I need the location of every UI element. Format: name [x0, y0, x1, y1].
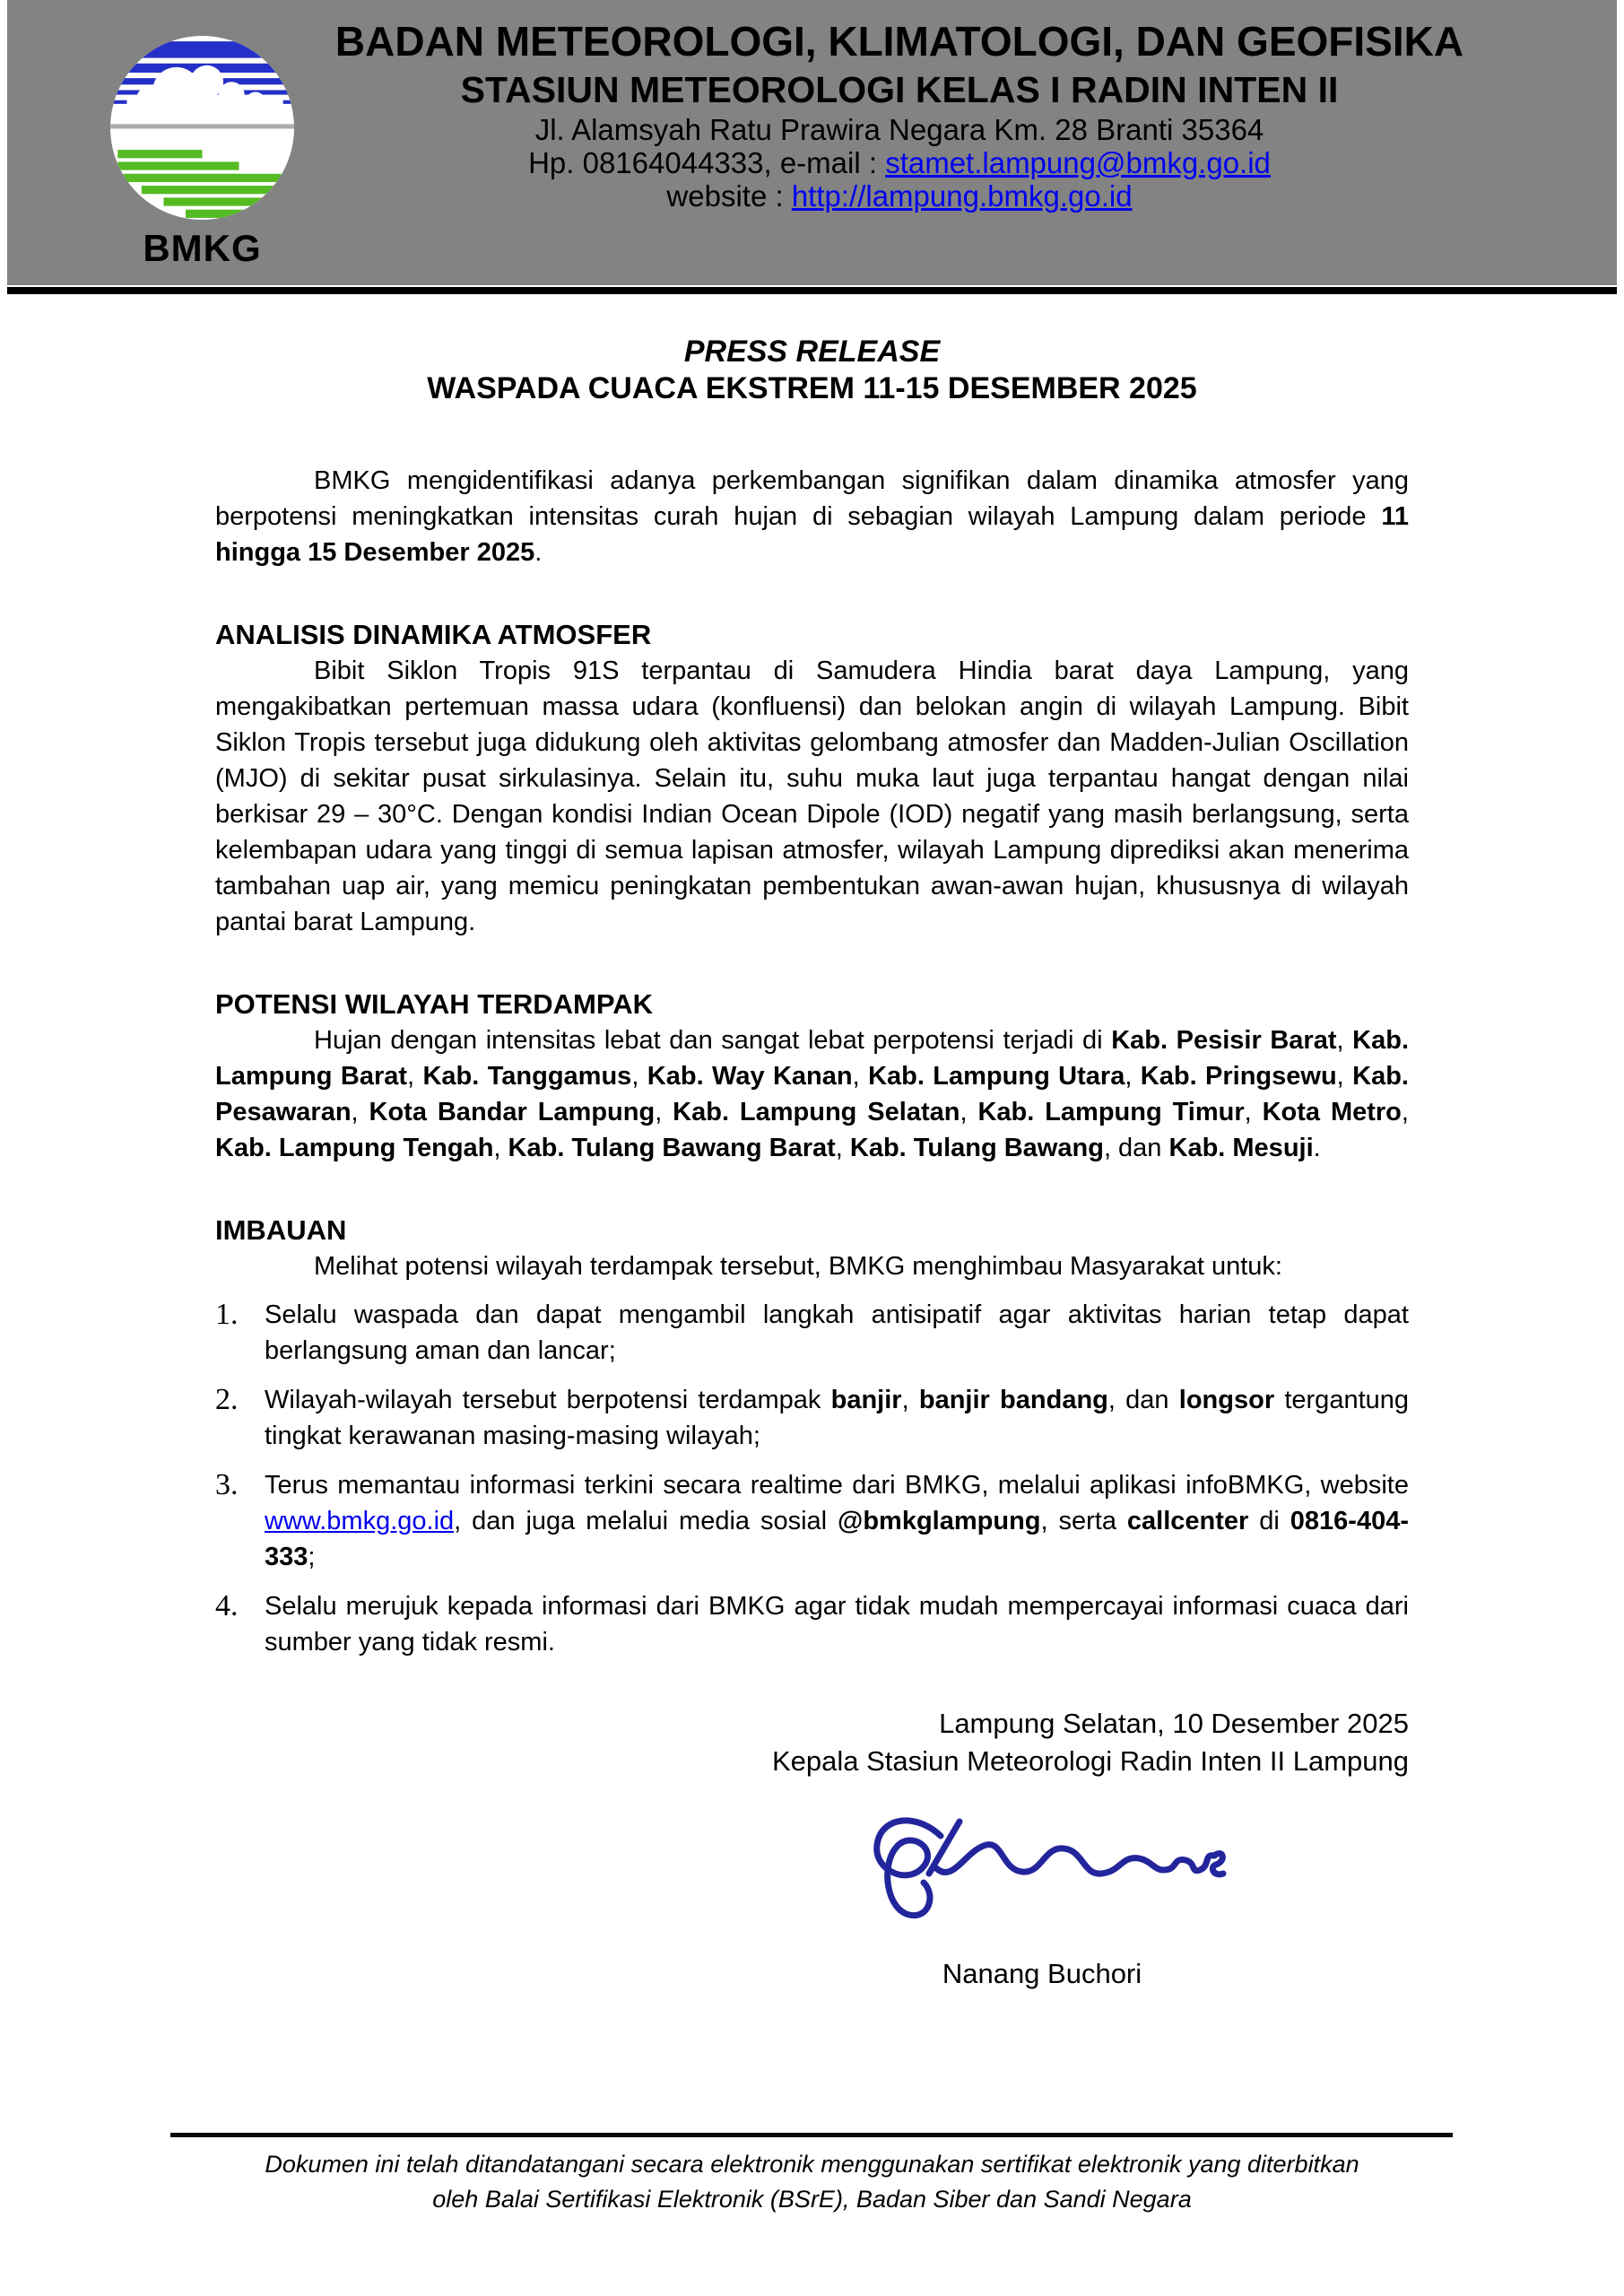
- document-body: [215, 294, 1409, 1992]
- list-item: [215, 1467, 1409, 1575]
- list-item: [215, 1382, 1409, 1454]
- logo-label: BMKG: [143, 227, 262, 269]
- letterhead: [7, 0, 1617, 285]
- signature-block: [854, 1811, 1230, 1992]
- list-item-number: 2.: [215, 1383, 239, 1416]
- section-heading-analisis: ANALISIS DINAMIKA ATMOSFER: [215, 619, 652, 650]
- address-line: Jl. Alamsyah Ratu Prawira Negara Km. 28 Branti 35364: [534, 113, 1264, 146]
- section-heading-potensi: POTENSI WILAYAH TERDAMPAK: [215, 988, 654, 1020]
- list-item-number: 1.: [215, 1298, 239, 1331]
- org-name: BADAN METEOROLOGI, KLIMATOLOGI, DAN GEOFISIKA: [334, 18, 1464, 65]
- imbauan-intro: Melihat potensi wilayah terdampak tersebut, BMKG menghimbau Masyarakat untuk:: [314, 1252, 1282, 1281]
- list-item: [215, 1588, 1409, 1660]
- footer-note-line1: Dokumen ini telah ditandatangani secara elektronik menggunakan sertifikat elektronik yang diterbitkan: [265, 2151, 1359, 2178]
- signer-role: Kepala Stasiun Meteorologi Radin Inten II Lampung: [771, 1745, 1409, 1777]
- website-link[interactable]: http://lampung.bmkg.go.id: [791, 179, 1133, 213]
- document-subtitle: WASPADA CUACA EKSTREM 11-15 DESEMBER 2025: [427, 371, 1197, 405]
- letterhead-divider: [7, 287, 1617, 294]
- phone-email-line: [263, 146, 1536, 179]
- list-item-number: 3.: [215, 1468, 239, 1501]
- imbauan-list: [215, 1297, 1409, 1660]
- phone-label: Hp. 08164044333, e-mail :: [528, 146, 886, 179]
- section-heading-imbauan: IMBAUAN: [215, 1214, 347, 1246]
- place-date: Lampung Selatan, 10 Desember 2025: [939, 1708, 1409, 1739]
- letterhead-text: [263, 16, 1536, 213]
- footer-divider: [170, 2133, 1453, 2137]
- potensi-paragraph: Hujan dengan intensitas lebat dan sangat lebat perpotensi terjadi di Kab. Pesisir Barat, Kab. Lampung Barat, Kab. Tanggamus, Kab. Way Kanan, Kab. Lampung Utara, Kab. Pringsewu, Kab. Pesawaran, Kota Bandar Lampung, Kab. Lampung Selatan, Kab. Lampung Timur, Kota Metro, Kab. Lampung Tengah, Kab. Tulang Bawang Barat, Kab. Tulang Bawang, dan Kab. Mesuji.: [215, 1026, 1409, 1162]
- inline-link[interactable]: www.bmkg.go.id: [265, 1507, 455, 1535]
- list-item-text: Terus memantau informasi terkini secara realtime dari BMKG, melalui aplikasi infoBMKG, website www.bmkg.go.id, dan juga melalui media sosial @bmkglampung, serta callcenter di 0816-404-333;: [265, 1471, 1409, 1571]
- website-label: website :: [666, 179, 792, 213]
- list-item: [215, 1297, 1409, 1369]
- signature-image: [854, 1811, 1230, 1945]
- signer-name: Nanang Buchori: [942, 1958, 1142, 1989]
- list-item-number: 4.: [215, 1589, 239, 1622]
- list-item-text: Selalu waspada dan dapat mengambil langkah antisipatif agar aktivitas harian tetap dapat berlangsung aman dan lancar;: [265, 1300, 1409, 1365]
- intro-paragraph: BMKG mengidentifikasi adanya perkembangan signifikan dalam dinamika atmosfer yang berpotensi meningkatkan intensitas curah hujan di sebagian wilayah Lampung dalam periode 11 hingga 15 Desember 2025.: [215, 466, 1409, 567]
- email-link[interactable]: stamet.lampung@bmkg.go.id: [885, 146, 1271, 179]
- analisis-paragraph: Bibit Siklon Tropis 91S terpantau di Samudera Hindia barat daya Lampung, yang mengakibatkan pertemuan massa udara (konfluensi) dan belokan angin di wilayah Lampung. Bibit Siklon Tropis tersebut juga didukung oleh aktivitas gelombang atmosfer dan Madden-Julian Oscillation (MJO) di sekitar pusat sirkulasinya. Selain itu, suhu muka laut juga terpantau hangat dengan nilai berkisar 29 – 30°C. Dengan kondisi Indian Ocean Dipole (IOD) negatif yang masih berlangsung, serta kelembapan udara yang tinggi di semua lapisan atmosfer, wilayah Lampung diprediksi akan menerima tambahan uap air, yang memicu peningkatan pembentukan awan-awan hujan, khususnya di wilayah pantai barat Lampung.: [215, 657, 1409, 936]
- closing-block: [215, 1705, 1409, 1780]
- station-name: STASIUN METEOROLOGI KELAS I RADIN INTEN II: [460, 69, 1339, 110]
- document-title: PRESS RELEASE: [683, 335, 941, 369]
- website-line: [263, 179, 1536, 213]
- list-item-text: Selalu merujuk kepada informasi dari BMKG agar tidak mudah mempercayai informasi cuaca dari sumber yang tidak resmi.: [265, 1592, 1409, 1657]
- list-item-text: Wilayah-wilayah tersebut berpotensi terdampak banjir, banjir bandang, dan longsor tergantung tingkat kerawanan masing-masing wilayah;: [265, 1386, 1410, 1450]
- footer-note-line2: oleh Balai Sertifikasi Elektronik (BSrE), Badan Siber dan Sandi Negara: [432, 2186, 1192, 2213]
- footer-note: [0, 2147, 1624, 2217]
